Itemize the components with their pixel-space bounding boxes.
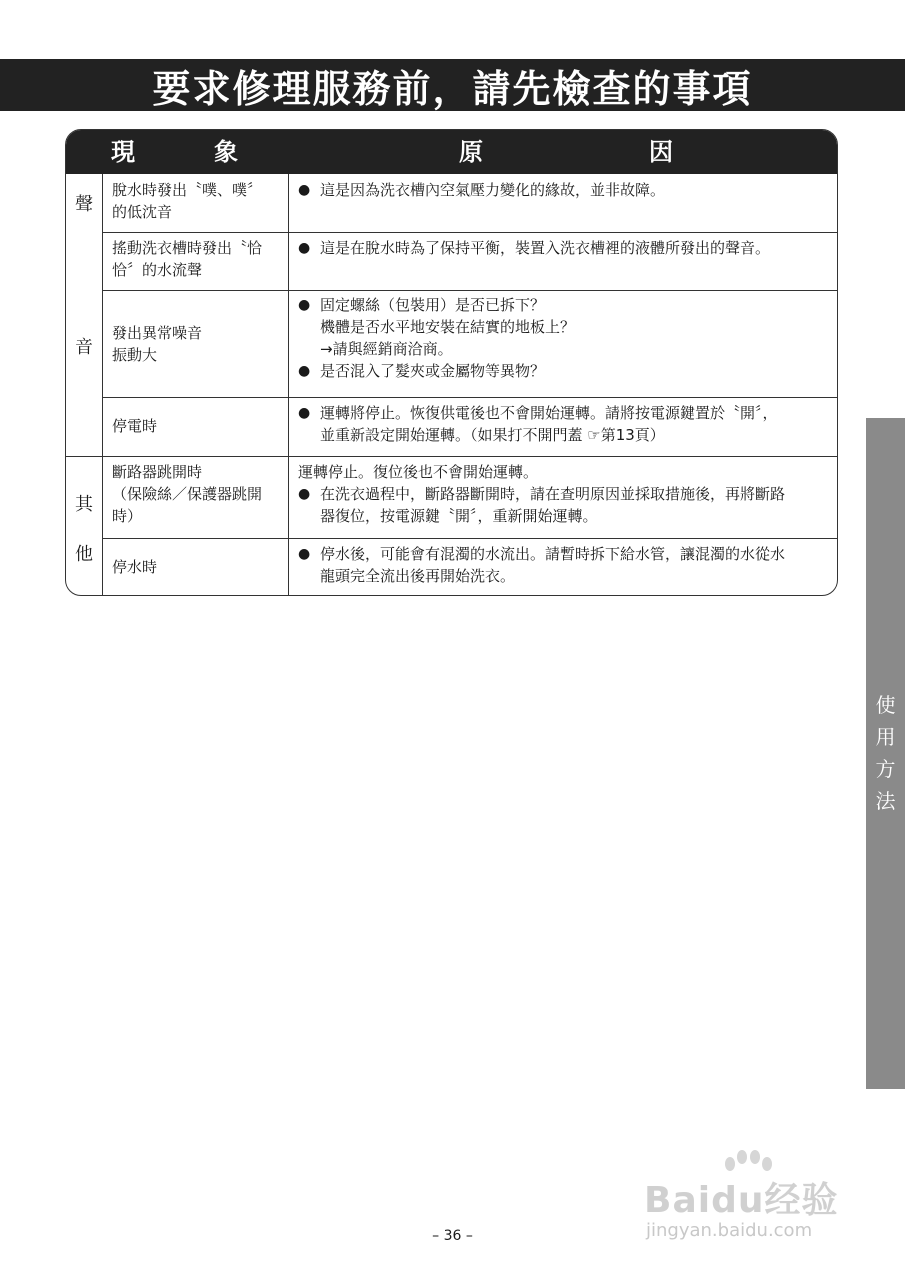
cause-line [298,237,833,259]
cause-line [298,565,838,587]
category-sound-1: 聲 [75,194,93,215]
table-row-phenomenon [112,237,282,281]
cause-line [298,294,833,316]
table-header [66,130,837,174]
divider [102,538,838,539]
cause-text: 是否混入了髮夾或金屬物等異物？ [320,362,546,380]
bullet-icon: ● [298,240,311,256]
phenomenon-line: 恰〞的水流聲 [112,261,203,279]
phenomenon-line: 發出異常噪音 [112,324,203,342]
cause-line [298,316,833,338]
divider [102,397,838,398]
page-title-text: 要求修理服務前，請先檢查的事項 [152,66,753,111]
cause-text: 並重新設定開始運轉。（如果打不開門蓋 ☞第13頁） [320,426,665,444]
table-row-cause [298,294,833,382]
phenomenon-line: （保險絲／保護器跳開 [112,485,263,503]
phenomenon-line: 停電時 [112,417,158,435]
side-tab-char: 法 [875,789,896,813]
cause-line [298,360,833,382]
check-table [65,129,838,596]
cause-text: →請與經銷商洽商。 [320,340,453,358]
side-tab-char: 方 [875,757,896,781]
bullet-icon: ● [298,363,311,379]
cause-text: 固定螺絲（包裝用）是否已拆下？ [320,296,546,314]
header-cause-2: 因 [649,138,673,166]
cause-line [298,424,838,446]
divider [102,290,838,291]
category-other-1: 其 [75,494,93,515]
header-cause-1: 原 [459,138,483,166]
bullet-icon: ● [298,486,311,502]
divider [288,174,289,596]
cause-text: 器復位，按電源鍵〝開〞，重新開始運轉。 [320,507,598,525]
phenomenon-line: 停水時 [112,558,158,576]
divider [66,456,838,457]
phenomenon-line: 的低沈音 [112,203,173,221]
phenomenon-line: 搖動洗衣槽時發出〝恰 [112,239,263,257]
header-phenomenon-2: 象 [214,138,238,166]
cause-text: 運轉將停止。恢復供電後也不會開始運轉。請將按電源鍵置於〝開〞， [320,404,778,422]
page-title [0,59,905,111]
table-row-phenomenon [112,415,282,437]
cause-line [298,543,838,565]
table-row-cause [298,402,838,446]
cause-line [298,179,833,201]
page-number: – 36 – [432,1228,473,1244]
category-other-2: 他 [75,544,93,565]
watermark-brand: Baidu经验 [644,1180,839,1221]
header-phenomenon-1: 現 [111,138,135,166]
table-row-phenomenon [112,556,282,578]
cause-text: 這是因為洗衣槽內空氣壓力變化的緣故，並非故障。 [320,181,666,199]
cause-line [298,402,838,424]
table-row-cause [298,237,833,259]
side-tab-label [866,689,905,817]
cause-text: 在洗衣過程中，斷路器斷開時，請在查明原因並採取措施後，再將斷路 [320,485,786,503]
cause-text: 機體是否水平地安裝在結實的地板上？ [320,318,576,336]
cause-text: 這是在脫水時為了保持平衡，裝置入洗衣槽裡的液體所發出的聲音。 [320,239,771,257]
side-section-tab [866,418,905,1089]
phenomenon-line: 脫水時發出〝噗、噗〞 [112,181,263,199]
table-row-phenomenon [112,322,282,366]
watermark-domain: jingyan.baidu.com [646,1220,813,1241]
cause-line [298,483,838,505]
phenomenon-line: 振動大 [112,346,158,364]
bullet-icon: ● [298,182,311,198]
table-row-cause [298,543,838,587]
side-tab-char: 用 [875,725,896,749]
divider [102,232,838,233]
bullet-icon: ● [298,405,311,421]
bullet-icon: ● [298,546,311,562]
cause-text: 運轉停止。復位後也不會開始運轉。 [298,463,539,481]
table-row-phenomenon [112,179,282,223]
phenomenon-line: 斷路器跳開時 [112,463,203,481]
cause-text: 停水後，可能會有混濁的水流出。請暫時拆下給水管，讓混濁的水從水 [320,545,786,563]
cause-line [298,461,838,483]
phenomenon-line: 時） [112,507,143,525]
cause-text: 龍頭完全流出後再開始洗衣。 [320,567,516,585]
cause-line [298,338,833,360]
table-row-phenomenon [112,461,287,527]
table-row-cause [298,179,833,201]
divider [102,174,103,596]
bullet-icon: ● [298,297,311,313]
table-row-cause [298,461,838,527]
side-tab-char: 使 [875,693,896,717]
cause-line [298,505,838,527]
category-sound-2: 音 [75,337,93,358]
